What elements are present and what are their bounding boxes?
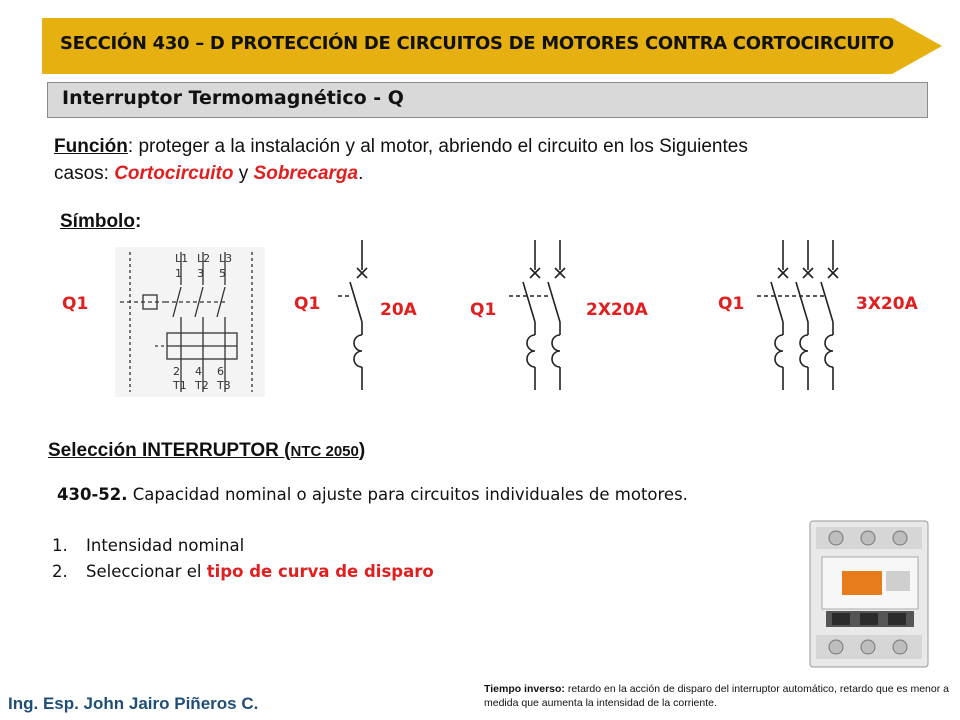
terminal-5: 5 <box>219 267 226 280</box>
list-item <box>52 559 434 585</box>
author: Ing. Esp. John Jairo Piñeros C. <box>8 694 259 713</box>
rating-20a: 20A <box>380 300 417 320</box>
selection-title-norm: NTC 2050 <box>290 443 359 460</box>
breaker-symbol-three-pole <box>115 247 265 397</box>
terminal-t1: T1 <box>173 379 187 392</box>
norm-text: Capacidad nominal o ajuste para circuitos individuales de motores. <box>127 485 688 504</box>
norm-line <box>57 485 688 504</box>
list-item-text: Seleccionar el <box>86 562 207 581</box>
terminal-t3: T3 <box>217 379 231 392</box>
function-paragraph <box>54 133 754 187</box>
symbol-label-colon: : <box>134 211 142 232</box>
terminal-3: 3 <box>197 267 204 280</box>
breaker-symbol-two-pole <box>505 240 585 390</box>
selection-title <box>48 440 365 462</box>
rating-3x20a: 3X20A <box>856 294 918 314</box>
terminal-l2: L2 <box>197 252 211 265</box>
rating-2x20a: 2X20A <box>586 300 648 320</box>
function-conj: y <box>233 163 254 184</box>
banner-title: SECCIÓN 430 – D PROTECCIÓN DE CIRCUITOS DE MOTORES CONTRA CORTOCIRCUITO <box>60 33 894 54</box>
breaker-photo <box>802 513 934 671</box>
function-label: Función <box>54 136 128 157</box>
case-overload: Sobrecarga <box>253 163 359 184</box>
q1-label-3: Q1 <box>470 300 497 320</box>
terminal-1: 1 <box>175 267 182 280</box>
footnote-text: retardo en la acción de disparo del interruptor automático, retardo que es menor a medida que aumenta la intensidad de la corriente. <box>484 683 949 709</box>
list-item-num: 1. <box>52 536 68 555</box>
symbol-label <box>60 211 141 233</box>
list-item-text: Intensidad nominal <box>86 536 245 555</box>
breaker-symbol-three-pole-simple <box>755 240 855 390</box>
terminal-t2: T2 <box>195 379 209 392</box>
terminal-l3: L3 <box>219 252 233 265</box>
list-item <box>52 533 434 559</box>
list-item-highlight: tipo de curva de disparo <box>206 562 434 581</box>
norm-code: 430-52. <box>57 485 128 504</box>
q1-label-4: Q1 <box>718 294 745 314</box>
terminal-l1: L1 <box>175 252 189 265</box>
list-item-num: 2. <box>52 562 68 581</box>
terminal-6: 6 <box>217 365 224 378</box>
subtitle: Interruptor Termomagnético - Q <box>62 87 404 109</box>
terminal-4: 4 <box>195 365 202 378</box>
selection-title-end: ) <box>358 440 366 461</box>
breaker-symbol-single-pole <box>330 240 390 390</box>
q1-label-1: Q1 <box>62 294 89 314</box>
footnote <box>484 682 954 710</box>
terminal-2: 2 <box>173 365 180 378</box>
function-end: . <box>358 163 364 184</box>
function-text: : proteger a la instalación y al motor, abriendo el circuito en los Siguientes casos: <box>54 136 748 184</box>
symbol-label-text: Símbolo <box>60 211 135 232</box>
selection-title-text: Selección INTERRUPTOR ( <box>48 440 291 461</box>
case-short-circuit: Cortocircuito <box>114 163 234 184</box>
q1-label-2: Q1 <box>294 294 321 314</box>
footnote-label: Tiempo inverso: <box>484 683 565 695</box>
selection-list <box>52 533 434 585</box>
